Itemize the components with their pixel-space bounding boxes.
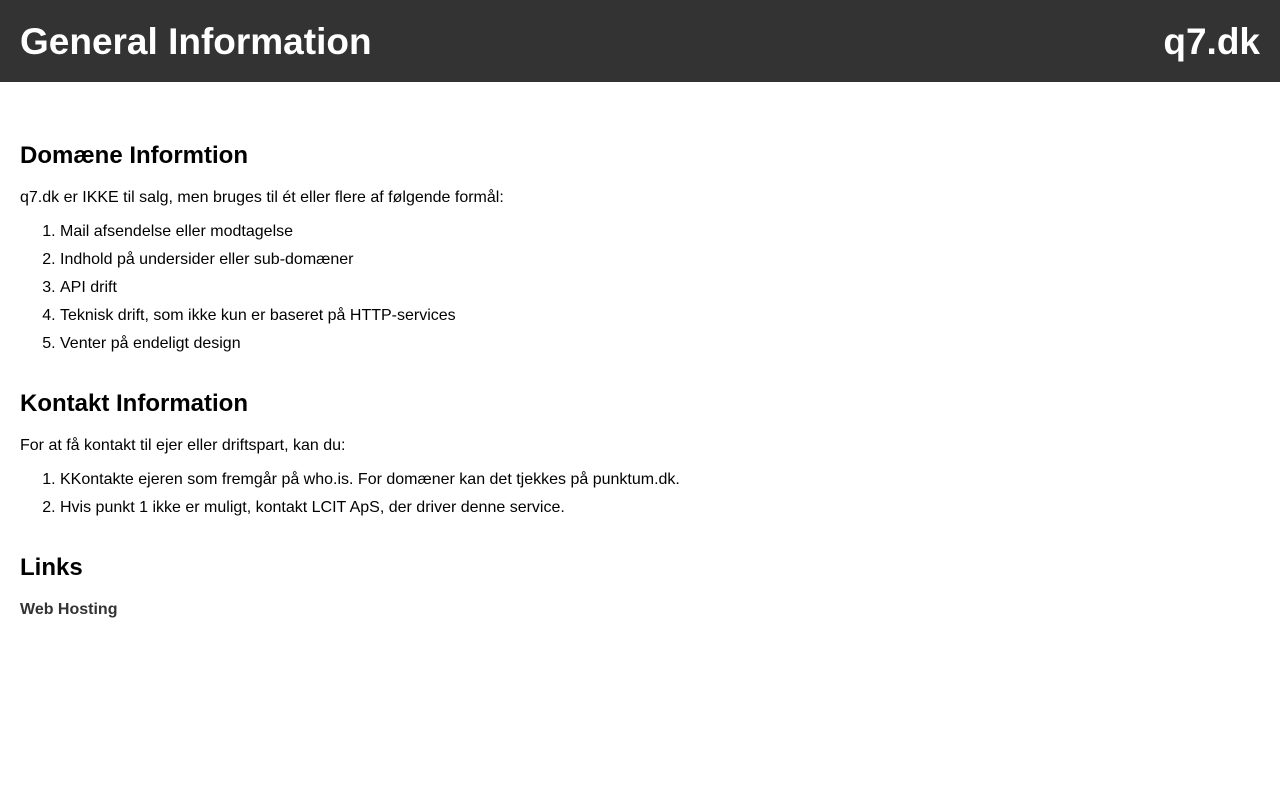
page-title: General Information xyxy=(20,20,372,62)
list-item: 3. API drift xyxy=(60,278,1260,298)
list-item: 5. Venter på endeligt design xyxy=(60,334,1260,354)
list-item: 2. Hvis punkt 1 ikke er muligt, kontakt LCIT ApS, der driver denne service. xyxy=(60,498,1260,518)
domain-info-heading: Domæne Informtion xyxy=(20,142,248,169)
links-heading: Links xyxy=(20,554,83,581)
contact-info-section xyxy=(20,390,1260,518)
list-item: 2. Indhold på undersider eller sub-domæner xyxy=(60,250,1260,270)
page-header xyxy=(0,0,1280,82)
contact-info-heading: Kontakt Information xyxy=(20,390,248,417)
contact-steps-list xyxy=(20,470,1260,518)
main-content xyxy=(20,82,1260,620)
list-item: 4. Teknisk drift, som ikke kun er baseret på HTTP-services xyxy=(60,306,1260,326)
domain-purpose-list xyxy=(20,222,1260,354)
domain-info-section xyxy=(20,142,1260,354)
list-item: 1. KKontakte ejeren som fremgår på who.is. For domæner kan det tjekkes på punktum.dk. xyxy=(60,470,1260,490)
list-item: 1. Mail afsendelse eller modtagelse xyxy=(60,222,1260,242)
web-hosting-link[interactable]: Web Hosting xyxy=(20,601,118,618)
contact-info-intro: For at få kontakt til ejer eller driftspart, kan du: xyxy=(20,437,346,454)
links-section xyxy=(20,554,1260,620)
site-name: q7.dk xyxy=(1163,20,1260,62)
domain-info-intro: q7.dk er IKKE til salg, men bruges til ét eller flere af følgende formål: xyxy=(20,189,504,206)
